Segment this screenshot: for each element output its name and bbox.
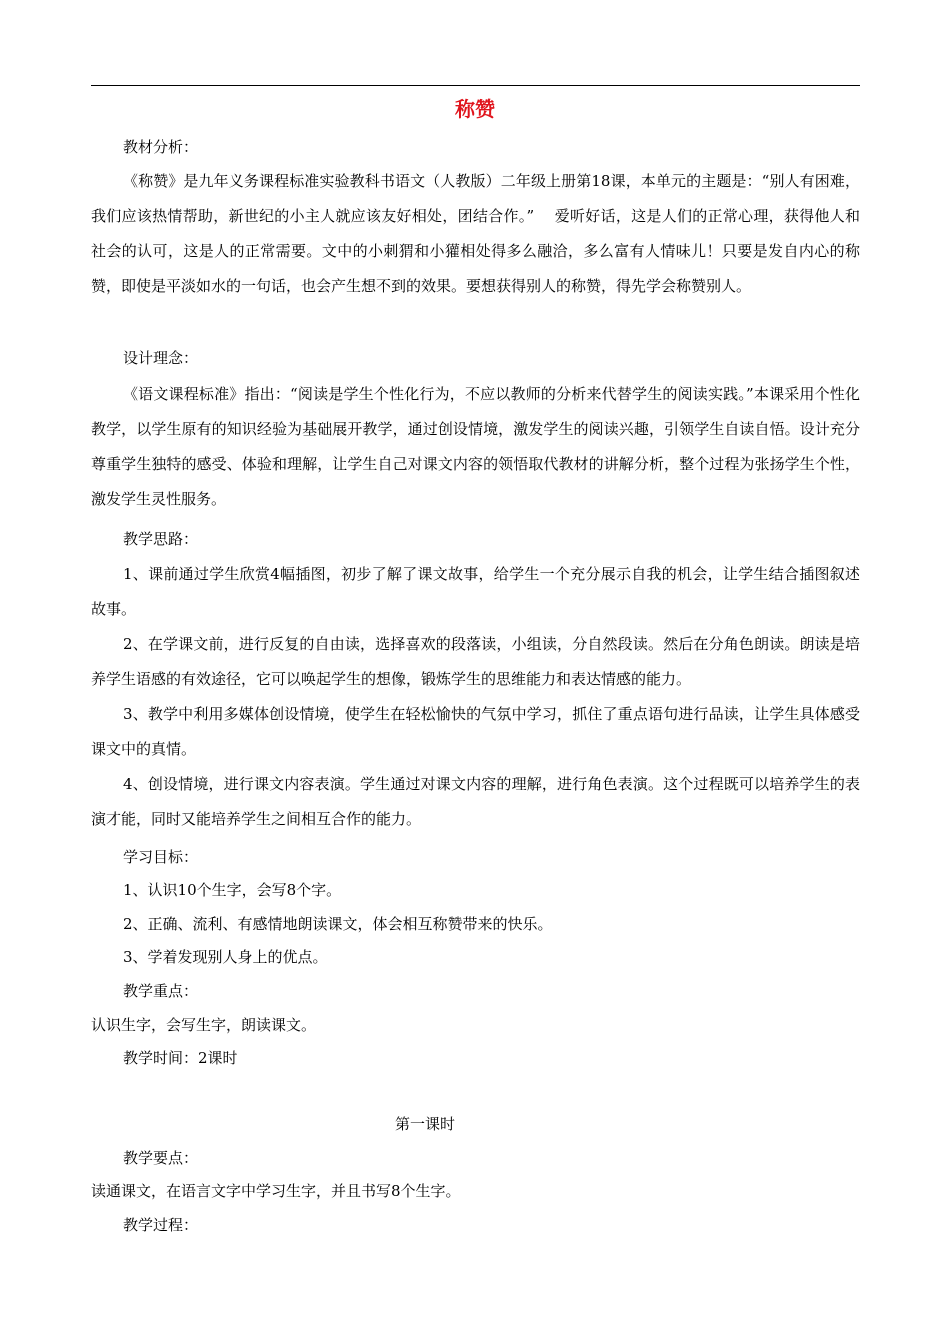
lesson-1-heading: 第一课时: [394, 1115, 455, 1133]
thinking-item-2: 2、在学课文前，进行反复的自由读，选择喜欢的段落读，小组读，分自然段读。然后在分角色朗读。朗读是培养学生语感的有效途径，它可以唤起学生的想像，锻炼学生的思维能力和表达情感的能力。: [91, 635, 860, 688]
thinking-heading: 教学思路：: [123, 530, 199, 548]
key-points-text: 读通课文，在语言文字中学习生字，并且书写8个生字。: [91, 1182, 461, 1200]
thinking-item-1: 1、课前通过学生欣赏4幅插图，初步了解了课文故事，给学生一个充分展示自我的机会，让学生结合插图叙述故事。: [91, 565, 860, 618]
goal-item-1: 1、认识10个生字，会写8个字。: [123, 881, 342, 899]
goal-item-3: 3、学着发现别人身上的优点。: [123, 948, 328, 966]
focus-heading: 教学重点：: [123, 982, 199, 1000]
analysis-heading: 教材分析：: [123, 138, 199, 156]
page-title: 称赞: [455, 97, 495, 121]
analysis-paragraph: 《称赞》是九年义务课程标准实验教科书语文（人教版）二年级上册第18课，本单元的主题是：“别人有困难，我们应该热情帮助，新世纪的小主人就应该友好相处，团结合作。” 爱听好话，这是人们的正常心理，获得他人和社会的认可，这是人的正常需要。文中的小刺猬和小獾相处得多么融洽，多么富有人情味儿！只要是发自内心的称赞，即使是平淡如水的一句话，也会产生想不到的效果。要想获得别人的称赞，得先学会称赞别人。: [91, 172, 860, 295]
key-points-heading: 教学要点：: [123, 1149, 199, 1167]
goals-heading: 学习目标：: [123, 848, 199, 866]
teaching-time: 教学时间：2课时: [123, 1049, 238, 1067]
concept-heading: 设计理念：: [123, 349, 199, 367]
focus-text: 认识生字，会写生字，朗读课文。: [91, 1016, 317, 1034]
thinking-item-4: 4、创设情境，进行课文内容表演。学生通过对课文内容的理解，进行角色表演。这个过程既可以培养学生的表演才能，同时又能培养学生之间相互合作的能力。: [91, 775, 860, 828]
thinking-item-3: 3、教学中利用多媒体创设情境，使学生在轻松愉快的气氛中学习，抓住了重点语句进行品读，让学生具体感受课文中的真情。: [91, 705, 860, 758]
goal-item-2: 2、正确、流利、有感情地朗读课文，体会相互称赞带来的快乐。: [123, 915, 553, 933]
header-rule: [91, 85, 860, 86]
process-heading: 教学过程：: [123, 1216, 199, 1234]
concept-paragraph: 《语文课程标准》指出：“阅读是学生个性化行为，不应以教师的分析来代替学生的阅读实践。”本课采用个性化教学，以学生原有的知识经验为基础展开教学，通过创设情境，激发学生的阅读兴趣，引领学生自读自悟。设计充分尊重学生独特的感受、体验和理解，让学生自己对课文内容的领悟取代教材的讲解分析，整个过程为张扬学生个性，激发学生灵性服务。: [91, 385, 860, 508]
